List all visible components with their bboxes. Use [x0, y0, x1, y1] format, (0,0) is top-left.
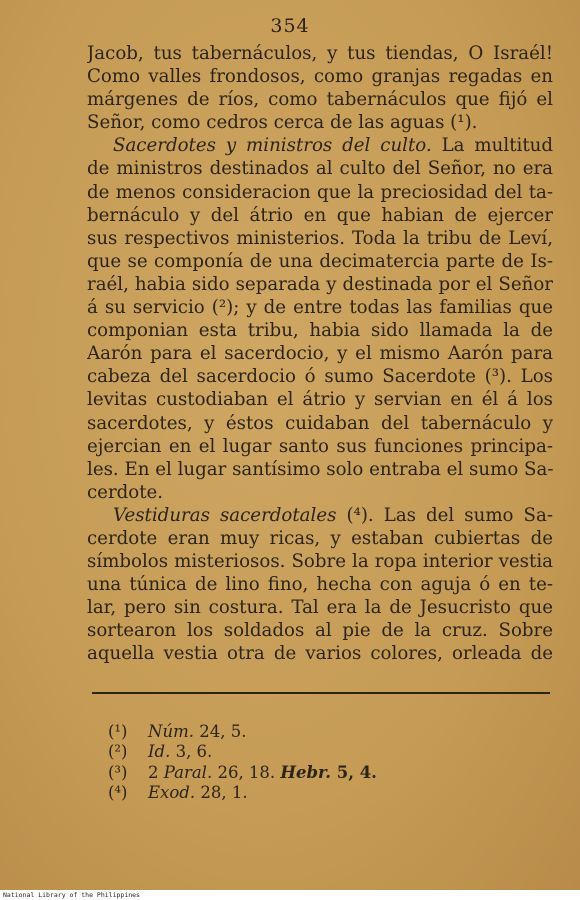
footnote-reference: Id.	[148, 742, 171, 762]
line-text: La multitud	[431, 135, 553, 157]
text-line	[87, 435, 553, 458]
footnote-citation: 26, 18.	[212, 762, 281, 782]
text-line	[87, 365, 553, 388]
line-text: sacerdotes, y éstos cuidaban del tabernáculo y	[87, 412, 553, 434]
line-text: márgenes de ríos, como tabernáculos que fijó el	[87, 89, 553, 111]
text-line	[87, 342, 553, 365]
line-text: cerdote eran muy ricas, y estaban cubiertas de	[87, 527, 553, 549]
text-line	[87, 181, 553, 204]
text-line	[87, 42, 553, 65]
text-line	[87, 481, 553, 504]
line-text: les. En el lugar santísimo solo entraba el sumo Sa-	[87, 458, 553, 480]
line-text: componian esta tribu, habia sido llamada la de	[87, 320, 553, 342]
text-line	[87, 65, 553, 88]
footnote-mark: (²)	[108, 742, 128, 762]
text-line	[87, 458, 553, 481]
page-number: 354	[270, 15, 310, 37]
text-line	[87, 412, 553, 435]
text-line	[87, 250, 553, 273]
footnote-reference: Exod.	[148, 782, 196, 802]
footnote-reference: Paral.	[163, 762, 213, 782]
text-line	[87, 157, 553, 180]
line-text: Jacob, tus tabernáculos, y tus tiendas, O Israél!	[87, 43, 553, 64]
text-line	[87, 388, 553, 411]
line-text: lar, pero sin costura. Tal era la de Jesucristo que	[87, 597, 553, 619]
text-line	[87, 111, 553, 134]
text-line	[87, 227, 553, 250]
footnote-mark: (³)	[108, 762, 128, 782]
line-text: levitas custodiaban el átrio y servian en él á los	[87, 389, 553, 411]
text-line	[87, 527, 553, 550]
text-line	[87, 273, 553, 296]
text-line	[87, 134, 553, 157]
line-text: que se componía de una decimatercia parte de Is-	[87, 250, 553, 272]
text-line	[87, 88, 553, 111]
line-text: símbolos misteriosos. Sobre la ropa interior vestia	[87, 551, 553, 573]
footnote	[108, 722, 377, 742]
line-text: ejercian en el lugar santo sus funciones principa-	[87, 435, 553, 457]
text-line	[87, 319, 553, 342]
line-text: sortearon los soldados al pie de la cruz. Sobre	[87, 620, 553, 642]
footnote-citation: 3, 6.	[170, 742, 213, 762]
section-heading: Vestiduras sacerdotales	[113, 504, 337, 526]
footnote-mark: (¹)	[108, 722, 128, 741]
footnote-reference: Núm.	[148, 722, 194, 741]
line-text: Señor, como cedros cerca de las aguas (¹).	[87, 112, 478, 134]
line-text: raél, habia sido separada y destinada por el Señor	[87, 273, 553, 295]
line-text: Aarón para el sacerdocio, y el mismo Aarón para	[87, 343, 553, 365]
line-text: bernáculo y del átrio en que habian de ejercer	[87, 204, 553, 226]
footnote-citation: 24, 5.	[193, 722, 247, 741]
text-line	[87, 596, 553, 619]
line-text: de menos consideracion que la preciosidad del ta-	[87, 181, 553, 203]
line-text: (⁴). Las del sumo Sa-	[336, 504, 553, 526]
text-line	[87, 619, 553, 642]
text-line	[87, 550, 553, 573]
text-line	[87, 296, 553, 319]
footnote	[108, 742, 377, 762]
line-text: sus respectivos ministerios. Toda la tribu de Leví,	[87, 227, 553, 249]
footnote	[108, 783, 377, 803]
line-text: á su servicio (²); y de entre todas las familias que	[87, 297, 553, 319]
footnote-prefix: 2	[148, 762, 164, 782]
library-credit: National Library of the Philippines	[3, 891, 140, 899]
line-text: cerdote.	[87, 481, 164, 503]
footnote-reference: Hebr.	[280, 762, 331, 782]
text-line	[87, 504, 553, 527]
line-text: aquella vestia otra de varios colores, orleada de	[87, 643, 553, 665]
text-line	[87, 642, 553, 665]
footnotes	[108, 722, 377, 803]
line-text: de ministros destinados al culto del Señor, no era	[87, 158, 553, 180]
footnote-citation: 28, 1.	[195, 782, 248, 802]
footnote-divider	[92, 692, 550, 694]
text-line	[87, 204, 553, 227]
line-text: Como valles frondosos, como granjas regadas en	[87, 66, 553, 88]
footnote	[108, 763, 377, 783]
body-text	[87, 42, 553, 666]
line-text: cabeza del sacerdocio ó sumo Sacerdote (³). Los	[87, 366, 553, 388]
section-heading: Sacerdotes y ministros del culto.	[113, 135, 432, 157]
text-line	[87, 573, 553, 596]
footnote-citation: 5, 4.	[330, 762, 377, 782]
line-text: una túnica de lino fino, hecha con aguja ó en te-	[87, 574, 553, 596]
footnote-mark: (⁴)	[108, 782, 128, 802]
